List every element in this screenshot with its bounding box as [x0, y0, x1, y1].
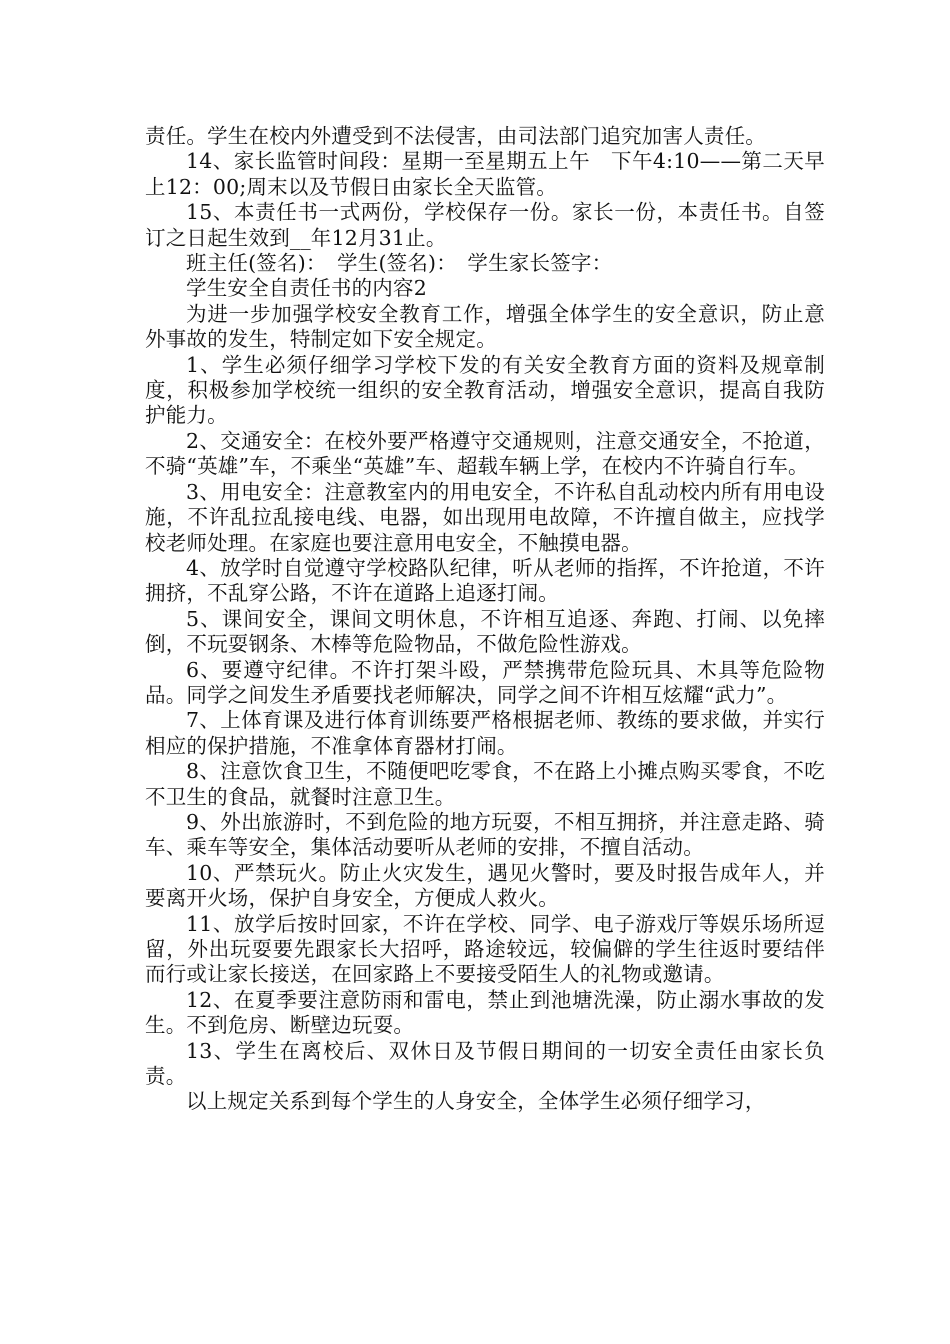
paragraph: 12、在夏季要注意防雨和雷电，禁止到池塘洗澡，防止溺水事故的发生。不到危房、断壁边玩耍。	[145, 987, 825, 1038]
section-title: 学生安全自责任书的内容2	[186, 276, 427, 301]
paragraph: 4、放学时自觉遵守学校路队纪律，听从老师的指挥，不许抢道，不许拥挤，不乱穿公路，不许在道路上追逐打闹。	[145, 555, 825, 606]
paragraph: 责任。学生在校内外遭受到不法侵害，由司法部门追究加害人责任。	[145, 124, 766, 148]
paragraph: 3、用电安全：注意教室内的用电安全，不许私自乱动校内所有用电设施，不许乱拉乱接电线、电器，如出现用电故障，不许擅自做主，应找学校老师处理。在家庭也要注意用电安全，不触摸电器。	[145, 479, 825, 555]
paragraph: 以上规定关系到每个学生的人身安全，全体学生必须仔细学习，	[186, 1089, 766, 1114]
paragraph: 5、课间安全，课间文明休息，不许相互追逐、奔跑、打闹、以免摔倒，不玩耍钢条、木棒等危险物品，不做危险性游戏。	[145, 606, 825, 657]
paragraph: 10、严禁玩火。防止火灾发生，遇见火警时，要及时报告成年人，并要离开火场，保护自身安全，方便成人救火。	[145, 860, 825, 911]
document-page	[145, 124, 825, 1115]
paragraph: 13、学生在离校后、双休日及节假日期间的一切安全责任由家长负责。	[145, 1038, 825, 1089]
paragraph: 11、放学后按时回家，不许在学校、同学、电子游戏厅等娱乐场所逗留，外出玩耍要先跟家长大招呼，路途较远，较偏僻的学生往返时要结伴而行或让家长接送，在回家路上不要接受陌生人的礼物或邀请。	[145, 911, 825, 987]
paragraph: 1、学生必须仔细学习学校下发的有关安全教育方面的资料及规章制度，积极参加学校统一组织的安全教育活动，增强安全意识，提高自我防护能力。	[145, 352, 825, 428]
signature-line: 班主任(签名)： 学生(签名)： 学生家长签字：	[186, 251, 613, 276]
paragraph: 8、注意饮食卫生，不随便吧吃零食，不在路上小摊点购买零食，不吃不卫生的食品，就餐时注意卫生。	[145, 759, 825, 809]
paragraph: 6、要遵守纪律。不许打架斗殴，严禁携带危险玩具、木具等危险物品。同学之间发生矛盾要找老师解决，同学之间不许相互炫耀“武力”。	[145, 657, 825, 707]
paragraph: 9、外出旅游时，不到危险的地方玩耍，不相互拥挤，并注意走路、骑车、乘车等安全，集体活动要听从老师的安排，不擅自活动。	[145, 809, 825, 860]
paragraph: 14、家长监管时间段：星期一至星期五上午 下午4:10——第二天早上12：00;周末以及节假日由家长全天监管。	[145, 149, 825, 199]
paragraph: 2、交通安全：在校外要严格遵守交通规则，注意交通安全，不抢道，不骑“英雄”车，不乘坐“英雄”车、超载车辆上学，在校内不许骑自行车。	[145, 428, 825, 479]
paragraph: 为进一步加强学校安全教育工作，增强全体学生的安全意识，防止意外事故的发生，特制定如下安全规定。	[145, 301, 825, 352]
paragraph: 7、上体育课及进行体育训练要严格根据老师、教练的要求做，并实行相应的保护措施，不准拿体育器材打闹。	[145, 708, 825, 758]
paragraph: 15、本责任书一式两份，学校保存一份。家长一份，本责任书。自签订之日起生效到__年12月31止。	[145, 200, 825, 250]
